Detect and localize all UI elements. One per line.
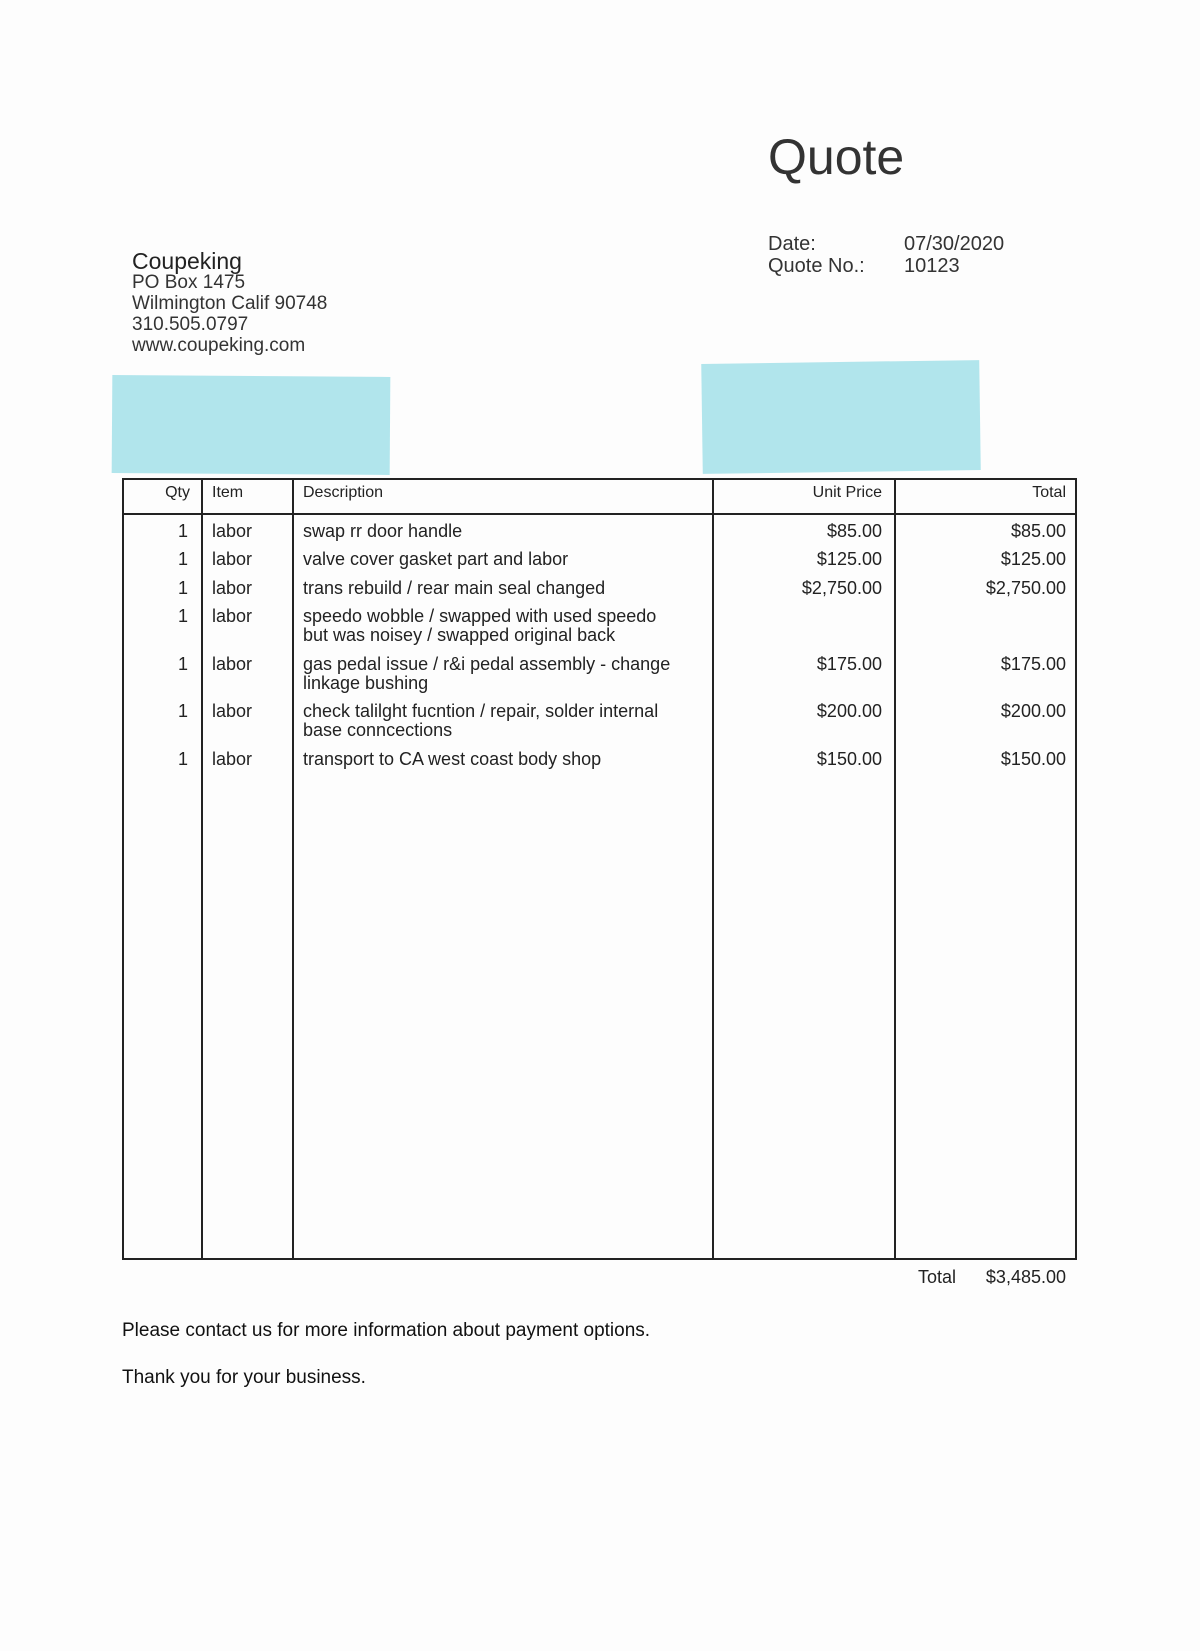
header-item: Item [212,484,244,501]
row-description: swap rr door handle [303,521,463,541]
row-qty: 1 [177,654,188,674]
row-description: check talilght fucntion / repair, solder internal [303,701,659,721]
grand-total-value: $3,485.00 [985,1267,1066,1287]
row-unit-price: $150.00 [816,749,882,769]
row-description-continued: linkage bushing [303,673,429,693]
quote-number-value: 10123 [904,255,960,277]
header-unit-price: Unit Price [812,484,882,501]
row-total: $85.00 [1010,521,1066,541]
row-total: $200.00 [1000,701,1066,721]
row-description: speedo wobble / swapped with used speedo [303,606,657,626]
row-total: $125.00 [1000,549,1066,569]
row-item: labor [212,578,253,598]
row-qty: 1 [177,521,188,541]
date-label: Date: [768,233,816,255]
redaction-tape-left [112,375,391,475]
document-title: Quote [768,129,905,185]
row-description-continued: but was noisey / swapped original back [303,625,616,645]
company-name: Coupeking [132,248,242,274]
date-value: 07/30/2020 [904,233,1005,255]
row-item: labor [212,606,253,626]
row-item: labor [212,749,253,769]
column-divider-item [292,478,294,1260]
redaction-tape-right [701,360,981,474]
row-unit-price: $175.00 [816,654,882,674]
company-po-box: PO Box 1475 [132,272,246,293]
row-total: $2,750.00 [985,578,1066,598]
row-qty: 1 [177,578,188,598]
header-qty: Qty [165,484,190,501]
company-phone: 310.505.0797 [132,314,249,335]
header-total: Total [1032,484,1066,501]
row-item: labor [212,654,253,674]
row-qty: 1 [177,606,188,626]
table-header-divider [122,513,1077,515]
company-city: Wilmington Calif 90748 [132,293,328,314]
row-qty: 1 [177,749,188,769]
row-total: $175.00 [1000,654,1066,674]
row-unit-price: $125.00 [816,549,882,569]
row-description: transport to CA west coast body shop [303,749,602,769]
quote-number-label: Quote No.: [768,255,865,277]
row-unit-price: $2,750.00 [801,578,882,598]
row-qty: 1 [177,549,188,569]
row-unit-price: $85.00 [826,521,882,541]
company-website: www.coupeking.com [132,335,306,356]
row-item: labor [212,549,253,569]
grand-total-label: Total [918,1267,957,1287]
row-item: labor [212,701,253,721]
row-unit-price: $200.00 [816,701,882,721]
row-item: labor [212,521,253,541]
row-total: $150.00 [1000,749,1066,769]
row-qty: 1 [177,701,188,721]
thank-you-note: Thank you for your business. [122,1367,366,1388]
row-description-continued: base conncections [303,720,453,740]
header-description: Description [303,484,384,501]
row-description: trans rebuild / rear main seal changed [303,578,606,598]
row-description: valve cover gasket part and labor [303,549,569,569]
column-divider-qty [201,478,203,1260]
payment-note: Please contact us for more information about payment options. [122,1320,651,1341]
row-description: gas pedal issue / r&i pedal assembly - change [303,654,671,674]
